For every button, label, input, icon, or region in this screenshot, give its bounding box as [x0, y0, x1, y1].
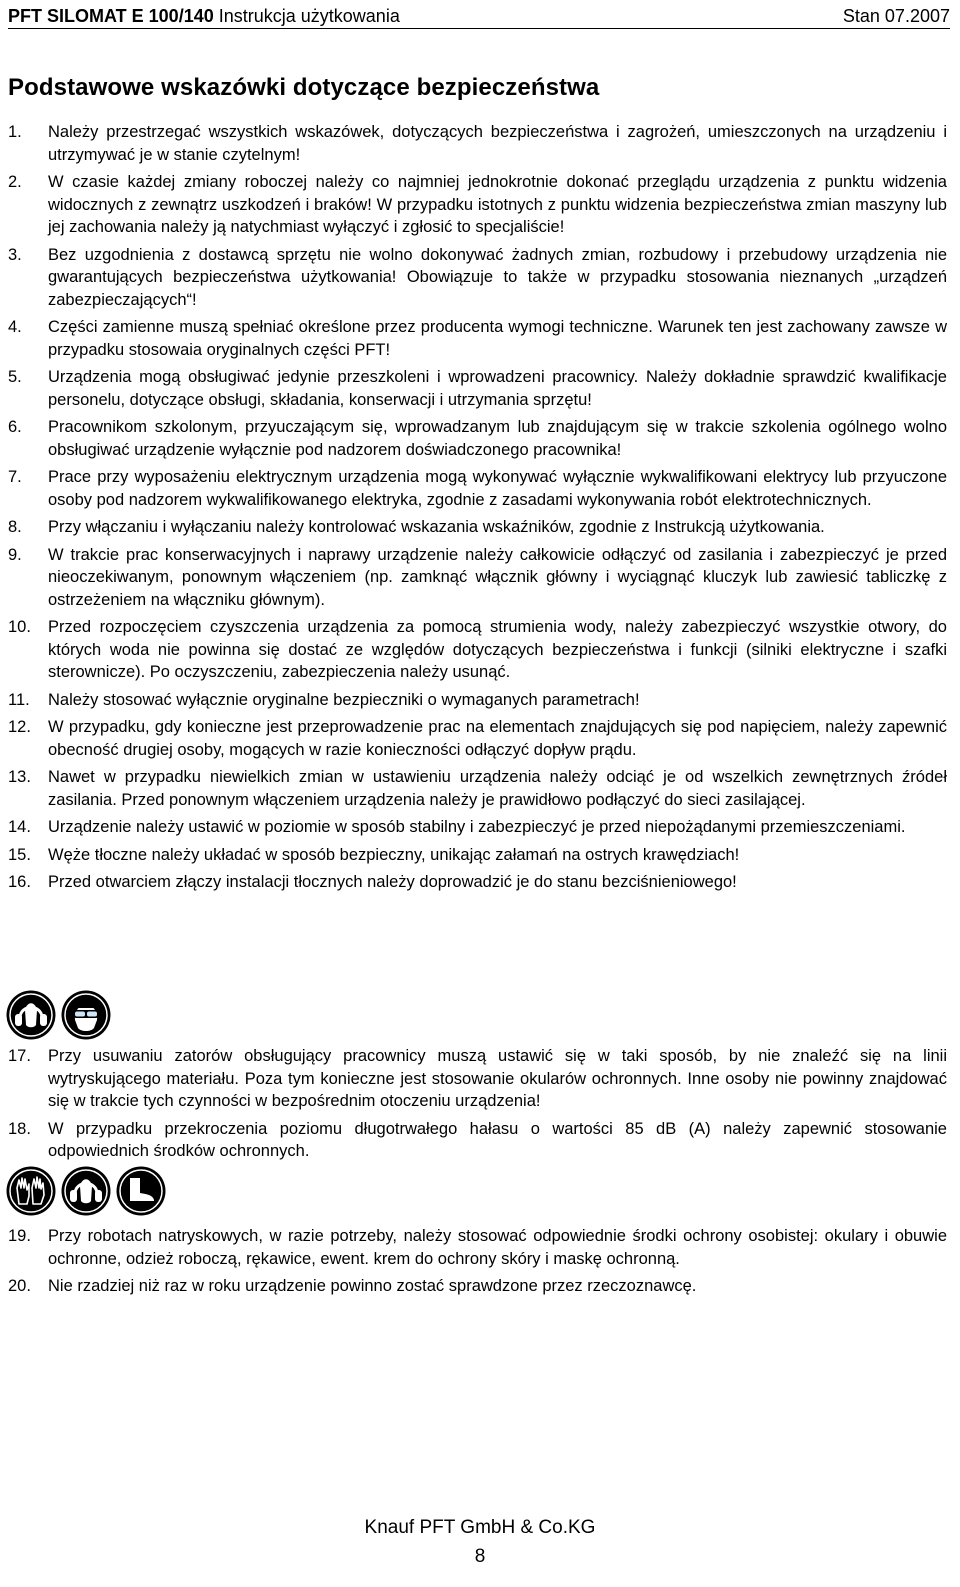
item-number: 14.	[8, 818, 31, 836]
item-number: 9.	[8, 545, 22, 564]
item-text: W czasie każdej zmiany roboczej należy co najmniej jednokrotnie dokonać przeglądu urządzenia z punktu widzenia widocznych z zewnątrz uszkodzeń i braków! W przypadku istotnych z punktu widzenia bezpieczeństwa zmian maszyny lub jej zachowania należy ją natychmiast wyłączyć i zgłosić to specjaliście!	[48, 173, 947, 236]
header-product: PFT SILOMAT E 100/140	[8, 6, 214, 26]
item-number: 19.	[8, 1227, 31, 1245]
safety-goggles-icon	[61, 990, 111, 1040]
item-text: Urządzenia mogą obsługiwać jedynie przeszkoleni i wprowadzeni pracownicy. Należy dokładnie sprawdzić kwalifikacje personelu, dotyczące obsługi, składania, konserwacji i utrzymania sprzętu!	[48, 368, 947, 409]
list-item	[8, 366, 947, 411]
safety-list-part-3	[8, 1225, 947, 1303]
list-item	[8, 716, 947, 761]
list-item	[8, 316, 947, 361]
safety-boots-icon	[116, 1166, 166, 1216]
ear-protection-icon	[6, 990, 56, 1040]
list-item	[8, 121, 947, 166]
item-number: 2.	[8, 173, 22, 191]
list-item	[8, 816, 947, 839]
item-number: 16.	[8, 873, 31, 891]
item-number: 20.	[8, 1277, 31, 1295]
item-text: Przy włączaniu i wyłączaniu należy kontrolować wskazania wskaźników, zgodnie z Instrukcją użytkowania.	[48, 518, 825, 536]
item-text: Nawet w przypadku niewielkich zmian w ustawieniu urządzenia należy odciąć je od wszelkich zewnętrznych źródeł zasilania. Przed ponownym włączeniem urządzenia należy je prawidłowo podłączyć do sieci zasilającej.	[48, 768, 947, 809]
list-item	[8, 844, 947, 867]
page-title: Podstawowe wskazówki dotyczące bezpieczeństwa	[8, 74, 600, 101]
item-text: Części zamienne muszą spełniać określone przez producenta wymogi techniczne. Warunek ten jest zachowany zawsze w przypadku stosowaia oryginalnych części PFT!	[48, 318, 947, 359]
header-doc-title: Instrukcja użytkowania	[218, 6, 400, 26]
list-item	[8, 616, 947, 684]
item-text: Nie rzadziej niż raz w roku urządzenie powinno zostać sprawdzone przez rzeczoznawcę.	[48, 1277, 697, 1295]
item-text: Węże tłoczne należy układać w sposób bezpieczny, unikając załamań na ostrych krawędziach!	[48, 845, 740, 864]
list-item	[8, 1045, 947, 1113]
list-item	[8, 766, 947, 811]
item-number: 12.	[8, 718, 31, 736]
item-text: Przed otwarciem złączy instalacji tłocznych należy doprowadzić je do stanu bezciśnieniowego!	[48, 873, 737, 891]
list-item	[8, 1118, 947, 1163]
list-item	[8, 1275, 947, 1298]
safety-icons-group-2	[6, 1166, 166, 1216]
item-number: 11.	[8, 690, 30, 709]
item-text: Prace przy wyposażeniu elektrycznym urządzenia mogą wykonywać wyłącznie wykwalifikowani elektrycy lub przyuczone osoby pod nadzorem wykwalifikowanego elektryka, zgodnie z zasadami wykonywania robót elektrotechnicznych.	[48, 468, 947, 509]
list-item	[8, 1225, 947, 1270]
list-item	[8, 689, 947, 712]
page-header	[8, 4, 950, 29]
item-number: 8.	[8, 518, 22, 536]
item-text: Bez uzgodnienia z dostawcą sprzętu nie wolno dokonywać żadnych zmian, rozbudowy i przebudowy urządzenia nie gwarantujących bezpieczeństwa użytkowania! Obowiązuje to także w przypadku stosowania nieznanych „urządzeń zabezpieczających“!	[48, 245, 947, 309]
item-text: Przed rozpoczęciem czyszczenia urządzenia za pomocą strumienia wody, należy zabezpieczyć wszystkie otwory, do których woda nie powinna się dostać ze względów dotyczących bezpieczeństwa i funkcji (silniki elektryczne i szafki sterownicze). Po oczyszczeniu, zabezpieczenia należy usunąć.	[48, 618, 947, 681]
list-item	[8, 466, 947, 511]
item-text: W przypadku przekroczenia poziomu długotrwałego hałasu o wartości 85 dB (A) należy zapewnić stosowanie odpowiednich środków ochronnych.	[48, 1119, 947, 1160]
list-item	[8, 544, 947, 612]
list-item	[8, 244, 947, 312]
safety-icons-group-1	[6, 990, 111, 1040]
item-number: 15.	[8, 845, 31, 864]
page-number: 8	[474, 1546, 486, 1567]
list-item	[8, 171, 947, 239]
item-number: 17.	[8, 1047, 31, 1065]
item-number: 10.	[8, 618, 31, 636]
item-number: 6.	[8, 418, 22, 436]
item-number: 18.	[8, 1119, 31, 1138]
list-item	[8, 516, 947, 539]
item-text: W trakcie prac konserwacyjnych i naprawy urządzenie należy całkowicie odłączyć od zasilania i zabezpieczyć je przed nieoczekiwanym, ponownym włączeniem (np. zamknąć włącznik główny i wyciągnąć kluczyk lub zawiesić tabliczkę z ostrzeżeniem na włączniku głównym).	[48, 545, 947, 609]
header-left	[8, 4, 400, 28]
header-status: Stan 07.2007	[842, 6, 950, 26]
item-text: Należy przestrzegać wszystkich wskazówek, dotyczących bezpieczeństwa i zagrożeń, umieszczonych na urządzeniu i utrzymywać je w stanie czytelnym!	[48, 123, 947, 164]
item-text: Pracownikom szkolonym, przyuczającym się, wprowadzanym lub znajdującym się w trakcie szkolenia ogólnego wolno obsługiwać urządzenie wyłącznie pod nadzorem doświadczonego pracownika!	[48, 418, 947, 459]
protective-gloves-icon	[6, 1166, 56, 1216]
item-text: Należy stosować wyłącznie oryginalne bezpieczniki o wymaganych parametrach!	[48, 690, 640, 709]
item-number: 5.	[8, 368, 22, 386]
item-number: 7.	[8, 468, 22, 486]
footer-company: Knauf PFT GmbH & Co.KG	[364, 1517, 596, 1538]
safety-list-part-1	[8, 121, 947, 899]
safety-list-part-2	[8, 1045, 947, 1168]
list-item	[8, 416, 947, 461]
item-text: Przy robotach natryskowych, w razie potrzeby, należy stosować odpowiednie środki ochrony osobistej: okulary i obuwie ochronne, odzież roboczą, rękawice, ewent. krem do ochrony skóry i maskę ochronną.	[48, 1227, 947, 1268]
item-text: W przypadku, gdy konieczne jest przeprowadzenie prac na elementach znajdujących się pod napięciem, należy zapewnić obecność drugiej osoby, mogących w razie konieczności odłączyć dopływ prądu.	[48, 718, 947, 759]
item-number: 1.	[8, 123, 22, 141]
item-number: 4.	[8, 318, 22, 336]
item-number: 13.	[8, 768, 31, 786]
item-text: Przy usuwaniu zatorów obsługujący pracownicy muszą ustawić się w taki sposób, by nie znaleźć się na linii wytryskującego materiału. Poza tym konieczne jest stosowanie okularów ochronnych. Inne osoby nie powinny znajdować się w trakcie tych czynności w bezpośrednim otoczeniu urządzenia!	[48, 1047, 947, 1110]
list-item	[8, 871, 947, 894]
item-number: 3.	[8, 245, 22, 264]
ear-protection-icon	[61, 1166, 111, 1216]
item-text: Urządzenie należy ustawić w poziomie w sposób stabilny i zabezpieczyć je przed niepożądanymi przemieszczeniami.	[48, 818, 906, 836]
